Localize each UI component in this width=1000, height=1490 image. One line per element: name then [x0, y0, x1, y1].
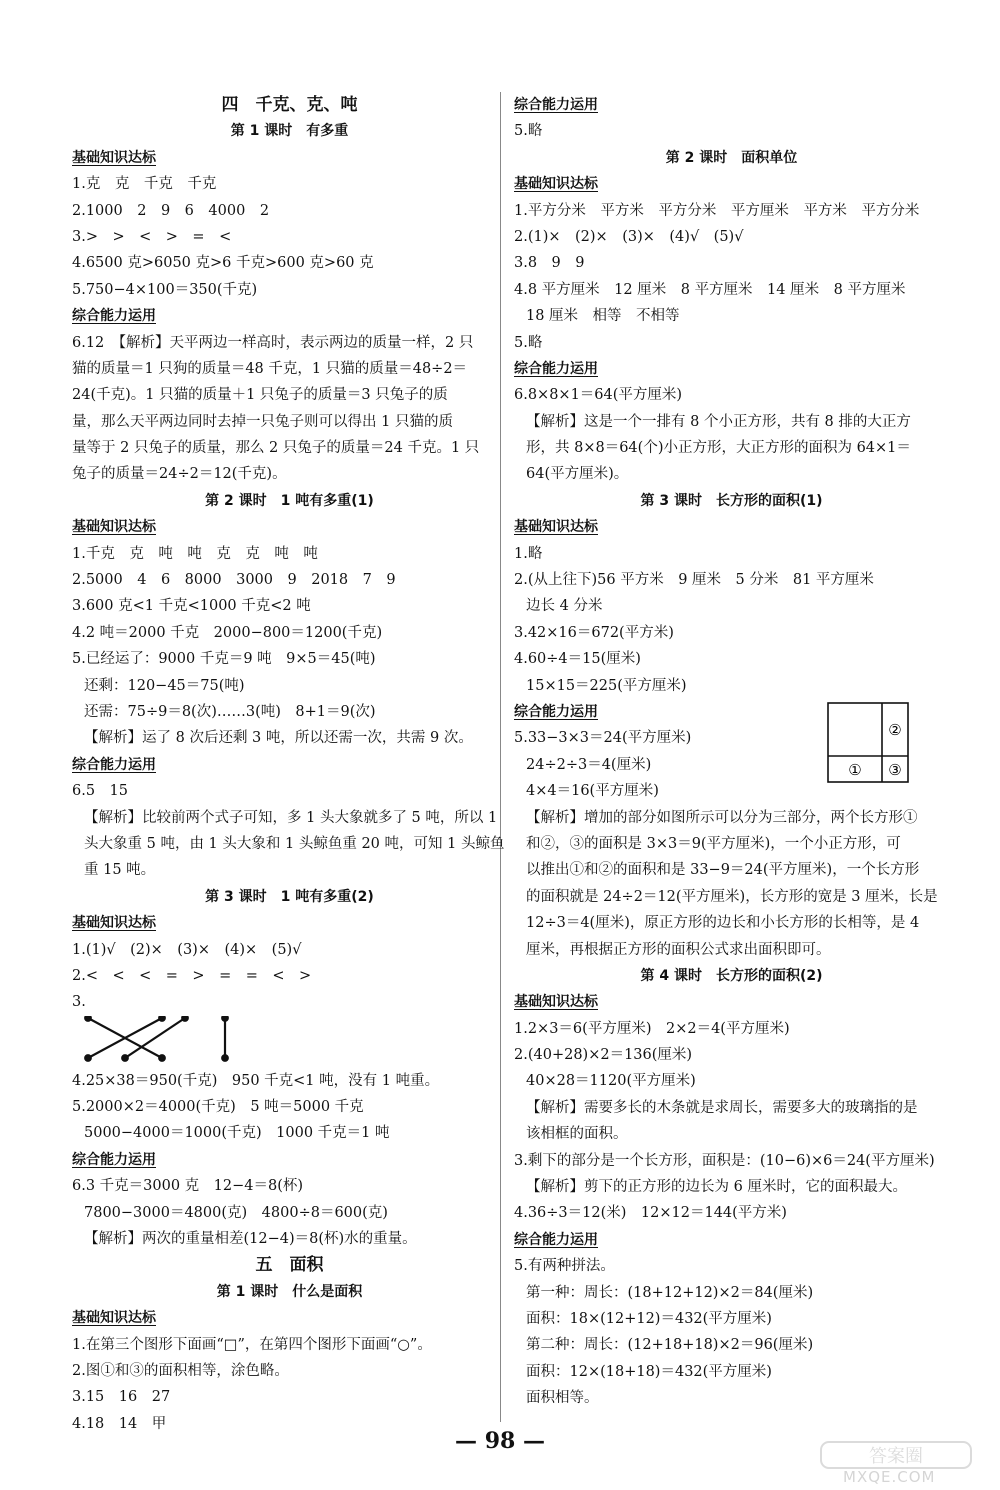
answer-line: 3.> > < > = <: [72, 228, 232, 245]
section-comprehensive: 综合能力运用: [514, 1231, 598, 1248]
match-dot: [222, 1016, 228, 1021]
region-label-1: ①: [848, 760, 862, 779]
analysis-line: 12÷3＝4(厘米)，原正方形的边长和小长方形的长相等，是 4: [526, 915, 920, 932]
answer-line: 15×15＝225(平方厘米): [526, 677, 687, 694]
section-basic: 基础知识达标: [514, 994, 598, 1011]
analysis-line: 【解析】需要多长的木条就是求周长，需要多大的玻璃指的是: [526, 1099, 918, 1116]
match-dot: [182, 1016, 188, 1021]
answer-line: 边长 4 分米: [526, 598, 603, 615]
section-basic: 基础知识达标: [72, 1310, 156, 1327]
answer-line: 4.36÷3＝12(米) 12×12＝144(平方米): [514, 1205, 787, 1222]
section-comprehensive: 综合能力运用: [514, 360, 598, 377]
page-number: — 98 —: [455, 1428, 545, 1454]
lesson-title: 第 3 课时 1 吨有多重(2): [205, 888, 374, 905]
analysis-line: 64(平方厘米)。: [526, 466, 629, 483]
answer-line: 量，那么天平两边同时去掉一只兔子则可以得出 1 只猫的质: [72, 413, 453, 430]
match-dot: [159, 1016, 165, 1021]
analysis-line: 重 15 吨。: [84, 862, 156, 879]
section-comprehensive: 综合能力运用: [72, 756, 156, 773]
analysis-line: 【解析】剪下的正方形的边长为 6 厘米时，它的面积最大。: [526, 1179, 907, 1196]
answer-line: 2.5000 4 6 8000 3000 9 2018 7 9: [72, 572, 396, 589]
answer-line: 2.1000 2 9 6 4000 2: [72, 202, 270, 219]
answer-line: 5.33−3×3＝24(平方厘米): [514, 730, 692, 747]
left-column: [72, 92, 507, 1437]
analysis-line: 【解析】增加的部分如图所示可以分为三部分，两个长方形①: [526, 809, 918, 826]
match-dot: [122, 1055, 128, 1061]
watermark: [815, 1440, 985, 1490]
answer-line: 2.图①和③的面积相等，涂色略。: [72, 1362, 289, 1379]
answer-line: 1.2×3＝6(平方厘米) 2×2＝4(平方厘米): [514, 1020, 790, 1037]
answer-line: 6.5 15: [72, 783, 129, 800]
answer-line: 7800−3000＝4800(克) 4800÷8＝600(克): [84, 1204, 388, 1221]
lesson-title: 第 4 课时 长方形的面积(2): [640, 967, 823, 984]
answer-line: 面积：12×(18+18)＝432(平方厘米): [526, 1363, 772, 1380]
answer-line: 4.6500 克>6050 克>6 千克>600 克>60 克: [72, 255, 374, 272]
watermark-logo-icon: [815, 1440, 985, 1470]
answer-line: 4×4＝16(平方厘米): [526, 783, 659, 800]
answer-line: 5.略: [514, 334, 543, 351]
answer-line: 面积相等。: [526, 1390, 599, 1407]
analysis-line: 【解析】两次的重量相差(12−4)＝8(杯)水的重量。: [84, 1231, 417, 1248]
area-figure-block: [514, 699, 949, 805]
watermark-url: MXQE.COM: [843, 1468, 936, 1486]
analysis-line: 和②，③的面积是 3×3＝9(平方厘米)，一个小正方形，可: [526, 835, 901, 852]
matching-lines-diagram: [80, 1016, 260, 1064]
answer-line: 猫的质量＝1 只狗的质量＝48 千克，1 只猫的质量＝48÷2＝: [72, 360, 468, 377]
answer-line: 4.2 吨＝2000 千克 2000−800＝1200(千克): [72, 624, 383, 641]
answer-line: 3.8 9 9: [514, 255, 585, 272]
answer-line: 2.(40+28)×2＝136(厘米): [514, 1047, 693, 1064]
answer-line: 2.< < < = > = = < >: [72, 967, 312, 984]
answer-line: 18 厘米 相等 不相等: [526, 308, 680, 325]
analysis-line: 【解析】比较前两个式子可知，多 1 头大象就多了 5 吨，所以 1: [84, 809, 498, 826]
answer-line: 第一种：周长：(18+12+12)×2＝84(厘米): [526, 1284, 814, 1301]
analysis-line: 的面积就是 24÷2＝12(平方厘米)，长方形的宽是 3 厘米，长是: [526, 888, 938, 905]
answer-line: 1.在第三个图形下面画“□”，在第四个图形下面画“○”。: [72, 1336, 432, 1353]
answer-line: 1.(1)√ (2)× (3)× (4)× (5)√: [72, 941, 302, 958]
match-dot: [159, 1055, 165, 1061]
answer-line: 3.600 克<1 千克<1000 千克<2 吨: [72, 598, 311, 615]
lesson-title: 第 2 课时 面积单位: [665, 149, 798, 166]
lesson-title: 第 3 课时 长方形的面积(1): [640, 492, 823, 509]
section-comprehensive: 综合能力运用: [72, 308, 156, 325]
lesson-title: 第 1 课时 什么是面积: [216, 1283, 363, 1300]
answer-line: 还剩：120−45＝75(吨): [84, 677, 245, 694]
answer-line: 1.略: [514, 545, 543, 562]
chapter-4-title: 四 千克、克、吨: [221, 95, 358, 115]
analysis-line: 厘米，再根据正方形的面积公式求出面积即可。: [526, 941, 831, 958]
answer-line: 24÷2÷3＝4(厘米): [526, 756, 652, 773]
answer-line: 5.2000×2＝4000(千克) 5 吨＝5000 千克: [72, 1099, 364, 1116]
answer-line: 3.15 16 27: [72, 1389, 171, 1406]
answer-line: 6.12 【解析】天平两边一样高时，表示两边的质量一样，2 只: [72, 334, 474, 351]
answer-line: 5.750−4×100＝350(千克): [72, 281, 258, 298]
chapter-5-title: 五 面积: [255, 1255, 324, 1276]
answer-line: 1.千克 克 吨 吨 克 克 吨 吨: [72, 545, 318, 562]
answer-line: 5.已经运了：9000 千克＝9 吨 9×5＝45(吨): [72, 651, 376, 668]
answer-line: 24(千克)。1 只猫的质量＋1 只兔子的质量＝3 只兔子的质: [72, 387, 448, 404]
answer-line: 6.3 千克＝3000 克 12−4＝8(杯): [72, 1178, 304, 1195]
analysis-line: 头大象重 5 吨，由 1 头大象和 1 头鲸鱼重 20 吨，可知 1 头鲸鱼: [84, 835, 505, 852]
answer-line: 4.18 14 甲: [72, 1415, 167, 1432]
matching-lines-figure: [72, 1016, 507, 1068]
watermark-glyphs: 答案圈: [869, 1446, 923, 1467]
answer-line: 面积：18×(12+12)＝432(平方厘米): [526, 1310, 772, 1327]
answer-line: 3.42×16＝672(平方米): [514, 624, 674, 641]
right-column: [514, 92, 949, 1412]
match-dot: [222, 1055, 228, 1061]
match-dot: [85, 1016, 91, 1021]
region-label-2: ②: [888, 720, 902, 739]
answer-line: 1.克 克 千克 千克: [72, 176, 217, 193]
analysis-line: 以推出①和②的面积和是 33−9＝24(平方厘米)，一个长方形: [526, 862, 920, 879]
match-line: [88, 1018, 125, 1058]
answer-line: 2.(从上往下)56 平方米 9 厘米 5 分米 81 平方厘米: [514, 572, 874, 589]
answer-line: 量等于 2 只兔子的质量，那么 2 只兔子的质量＝24 千克。1 只: [72, 440, 480, 457]
section-comprehensive: 综合能力运用: [72, 1151, 156, 1168]
answer-line: 兔子的质量＝24÷2＝12(千克)。: [72, 466, 287, 483]
section-basic: 基础知识达标: [72, 519, 156, 536]
section-basic: 基础知识达标: [514, 176, 598, 193]
section-basic: 基础知识达标: [72, 149, 156, 166]
area-square-diagram: [827, 699, 909, 783]
region-label-3: ③: [888, 760, 902, 779]
answer-line: 2.(1)× (2)× (3)× (4)√ (5)√: [514, 228, 744, 245]
section-comprehensive: 综合能力运用: [514, 703, 598, 720]
answer-line: 5.有两种拼法。: [514, 1258, 615, 1275]
answer-line: 还需：75÷9＝8(次)……3(吨) 8+1＝9(次): [84, 703, 376, 720]
section-comprehensive: 综合能力运用: [514, 97, 598, 113]
section-basic: 基础知识达标: [72, 915, 156, 932]
section-basic: 基础知识达标: [514, 519, 598, 536]
analysis-line: 形，共 8×8＝64(个)小正方形，大正方形的面积为 64×1＝: [526, 440, 911, 457]
answer-line: 5000−4000＝1000(千克) 1000 千克＝1 吨: [84, 1125, 390, 1142]
answer-line: 40×28＝1120(平方厘米): [526, 1073, 696, 1090]
match-line: [125, 1018, 185, 1058]
analysis-line: 【解析】这是一个一排有 8 个小正方形，共有 8 排的大正方: [526, 413, 911, 430]
answer-line: 1.平方分米 平方米 平方分米 平方厘米 平方米 平方分米: [514, 202, 920, 219]
analysis-line: 该相框的面积。: [526, 1126, 628, 1143]
lesson-title: 第 1 课时 有多重: [230, 123, 349, 140]
lesson-title: 第 2 课时 1 吨有多重(1): [205, 492, 374, 509]
match-dot: [85, 1055, 91, 1061]
answer-line: 3.剩下的部分是一个长方形，面积是：(10−6)×6＝24(平方厘米): [514, 1152, 935, 1169]
answer-line: 4.25×38＝950(千克) 950 千克<1 吨，没有 1 吨重。: [72, 1072, 440, 1089]
answer-line: 第二种：周长：(12+18+18)×2＝96(厘米): [526, 1337, 814, 1354]
answer-line: 3.: [72, 994, 86, 1011]
answer-line: 4.8 平方厘米 12 厘米 8 平方厘米 14 厘米 8 平方厘米: [514, 281, 906, 298]
answer-line: 4.60÷4＝15(厘米): [514, 651, 641, 668]
analysis-line: 【解析】运了 8 次后还剩 3 吨，所以还需一次，共需 9 次。: [84, 730, 473, 747]
answer-line: 6.8×8×1＝64(平方厘米): [514, 387, 683, 404]
answer-line: 5.略: [514, 123, 543, 140]
area-square-figure: [827, 699, 909, 783]
